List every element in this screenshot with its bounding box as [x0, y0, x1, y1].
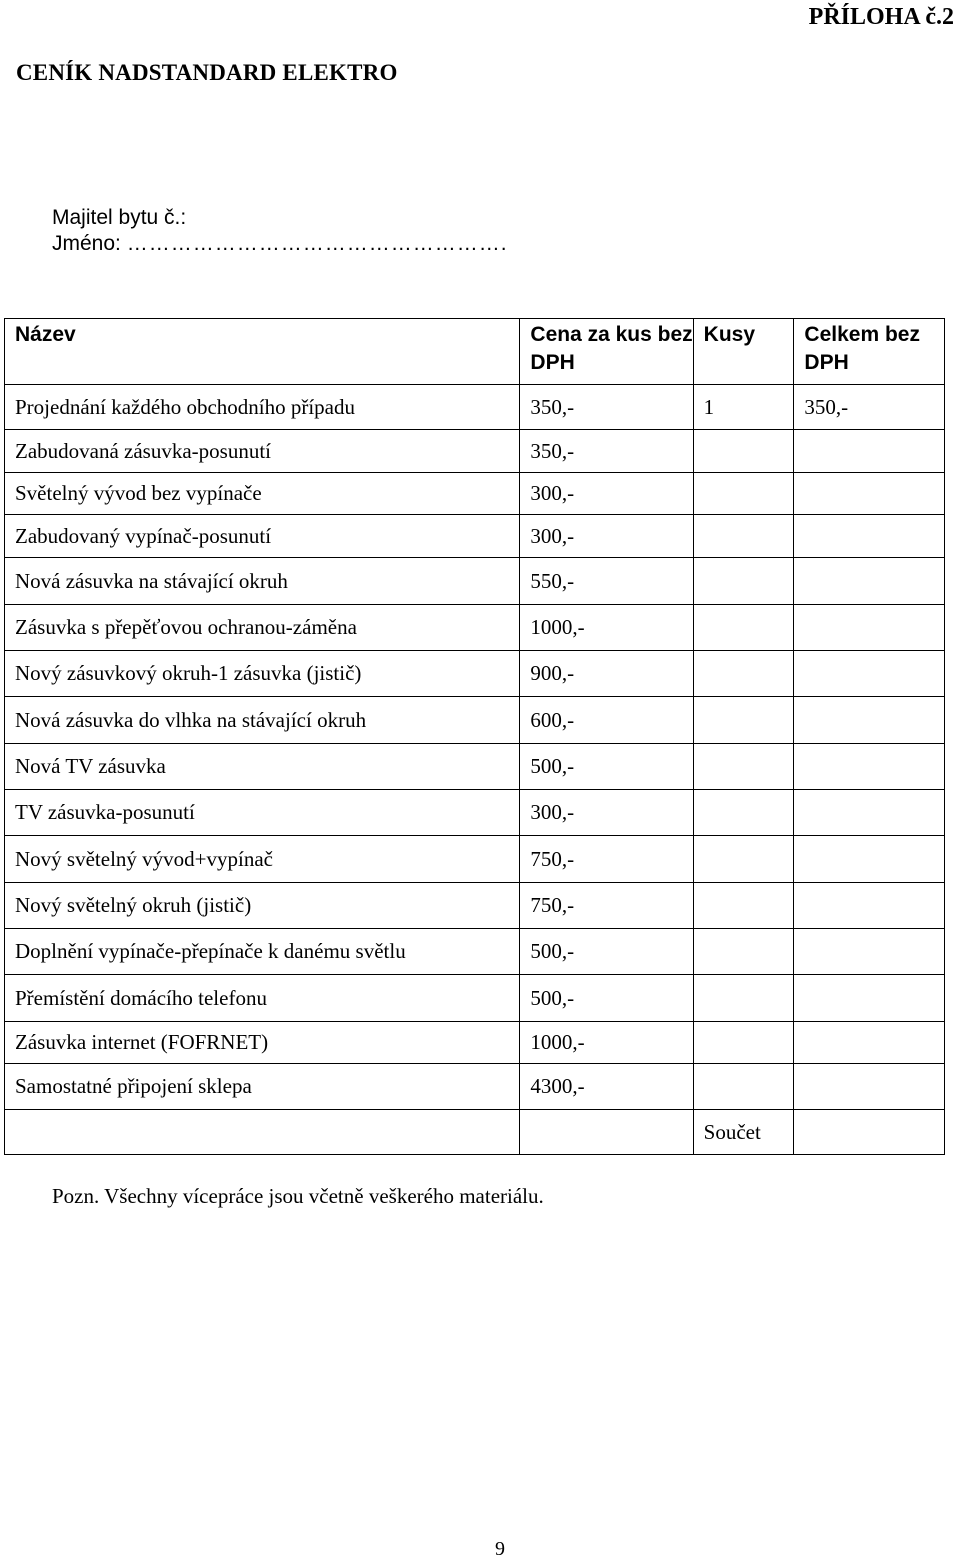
- row-name: Nový světelný vývod+vypínač: [5, 836, 520, 883]
- table-row: [5, 883, 945, 929]
- table-row: [5, 515, 945, 558]
- row-price: 750,-: [520, 883, 693, 929]
- row-name: Zásuvka internet (FOFRNET): [5, 1022, 520, 1064]
- row-name: Nový světelný okruh (jistič): [5, 883, 520, 929]
- name-fill-dots: …………………………………………….: [126, 232, 508, 255]
- row-price: 500,-: [520, 929, 693, 975]
- row-qty[interactable]: [693, 975, 794, 1022]
- table-row: [5, 1022, 945, 1064]
- row-name: Nová zásuvka na stávající okruh: [5, 558, 520, 605]
- sum-empty-name: [5, 1110, 520, 1155]
- table-row: [5, 836, 945, 883]
- row-total[interactable]: [794, 605, 945, 651]
- row-name: TV zásuvka-posunutí: [5, 790, 520, 836]
- row-price: 500,-: [520, 975, 693, 1022]
- row-name: Projednání každého obchodního případu: [5, 385, 520, 430]
- row-name: Samostatné připojení sklepa: [5, 1064, 520, 1110]
- row-total[interactable]: [794, 697, 945, 744]
- row-price: 600,-: [520, 697, 693, 744]
- table-row: [5, 651, 945, 697]
- row-price: 900,-: [520, 651, 693, 697]
- row-qty[interactable]: [693, 473, 794, 515]
- row-price: 300,-: [520, 473, 693, 515]
- table-row: [5, 473, 945, 515]
- row-qty[interactable]: [693, 430, 794, 473]
- row-name: Nová zásuvka do vlhka na stávající okruh: [5, 697, 520, 744]
- row-total[interactable]: [794, 473, 945, 515]
- row-name: Přemístění domácího telefonu: [5, 975, 520, 1022]
- row-qty[interactable]: [693, 883, 794, 929]
- row-qty[interactable]: [693, 515, 794, 558]
- row-name: Nový zásuvkový okruh-1 zásuvka (jistič): [5, 651, 520, 697]
- row-total[interactable]: [794, 790, 945, 836]
- row-price: 4300,-: [520, 1064, 693, 1110]
- header-price: Cena za kus bez DPH: [520, 319, 693, 385]
- document-title: CENÍK NADSTANDARD ELEKTRO: [16, 60, 398, 85]
- row-qty[interactable]: 1: [693, 385, 794, 430]
- row-price: 300,-: [520, 515, 693, 558]
- row-price: 750,-: [520, 836, 693, 883]
- table-row: [5, 1064, 945, 1110]
- row-total[interactable]: 350,-: [794, 385, 945, 430]
- table-row: [5, 697, 945, 744]
- row-qty[interactable]: [693, 1022, 794, 1064]
- row-qty[interactable]: [693, 605, 794, 651]
- row-price: 350,-: [520, 430, 693, 473]
- table-row: [5, 558, 945, 605]
- page-number: 9: [495, 1538, 505, 1560]
- table-row: [5, 744, 945, 790]
- row-price: 1000,-: [520, 1022, 693, 1064]
- owner-label: Majitel bytu č.:: [52, 206, 187, 229]
- row-name: Doplnění vypínače-přepínače k danému světlu: [5, 929, 520, 975]
- row-name: Zabudovaný vypínač-posunutí: [5, 515, 520, 558]
- row-total[interactable]: [794, 651, 945, 697]
- table-row: [5, 605, 945, 651]
- table-row: [5, 430, 945, 473]
- row-name: Světelný vývod bez vypínače: [5, 473, 520, 515]
- row-name: Nová TV zásuvka: [5, 744, 520, 790]
- note: Pozn. Všechny vícepráce jsou včetně veškerého materiálu.: [52, 1184, 544, 1208]
- header-name: Název: [5, 319, 520, 385]
- row-qty[interactable]: [693, 790, 794, 836]
- header-qty: Kusy: [693, 319, 794, 385]
- row-qty[interactable]: [693, 558, 794, 605]
- sum-empty-price: [520, 1110, 693, 1155]
- sum-value[interactable]: [794, 1110, 945, 1155]
- row-qty[interactable]: [693, 744, 794, 790]
- sum-label: Součet: [693, 1110, 794, 1155]
- row-price: 300,-: [520, 790, 693, 836]
- row-name: Zásuvka s přepěťovou ochranou-záměna: [5, 605, 520, 651]
- row-price: 350,-: [520, 385, 693, 430]
- row-qty[interactable]: [693, 836, 794, 883]
- row-total[interactable]: [794, 929, 945, 975]
- table-row: [5, 929, 945, 975]
- table-row: [5, 385, 945, 430]
- row-price: 550,-: [520, 558, 693, 605]
- row-total[interactable]: [794, 515, 945, 558]
- row-total[interactable]: [794, 1064, 945, 1110]
- table-row: [5, 790, 945, 836]
- sum-row: [5, 1110, 945, 1155]
- name-label: Jméno:: [52, 232, 121, 255]
- row-price: 1000,-: [520, 605, 693, 651]
- row-qty[interactable]: [693, 1064, 794, 1110]
- row-name: Zabudovaná zásuvka-posunutí: [5, 430, 520, 473]
- appendix-label: PŘÍLOHA č.2: [808, 4, 954, 30]
- row-qty[interactable]: [693, 929, 794, 975]
- table-header-row: [5, 319, 945, 385]
- row-qty[interactable]: [693, 697, 794, 744]
- row-total[interactable]: [794, 744, 945, 790]
- table-row: [5, 975, 945, 1022]
- row-total[interactable]: [794, 558, 945, 605]
- header-total: Celkem bez DPH: [794, 319, 945, 385]
- row-total[interactable]: [794, 430, 945, 473]
- row-price: 500,-: [520, 744, 693, 790]
- price-table: [4, 318, 945, 1155]
- row-total[interactable]: [794, 883, 945, 929]
- row-total[interactable]: [794, 836, 945, 883]
- name-line: [52, 232, 508, 256]
- row-total[interactable]: [794, 975, 945, 1022]
- row-qty[interactable]: [693, 651, 794, 697]
- row-total[interactable]: [794, 1022, 945, 1064]
